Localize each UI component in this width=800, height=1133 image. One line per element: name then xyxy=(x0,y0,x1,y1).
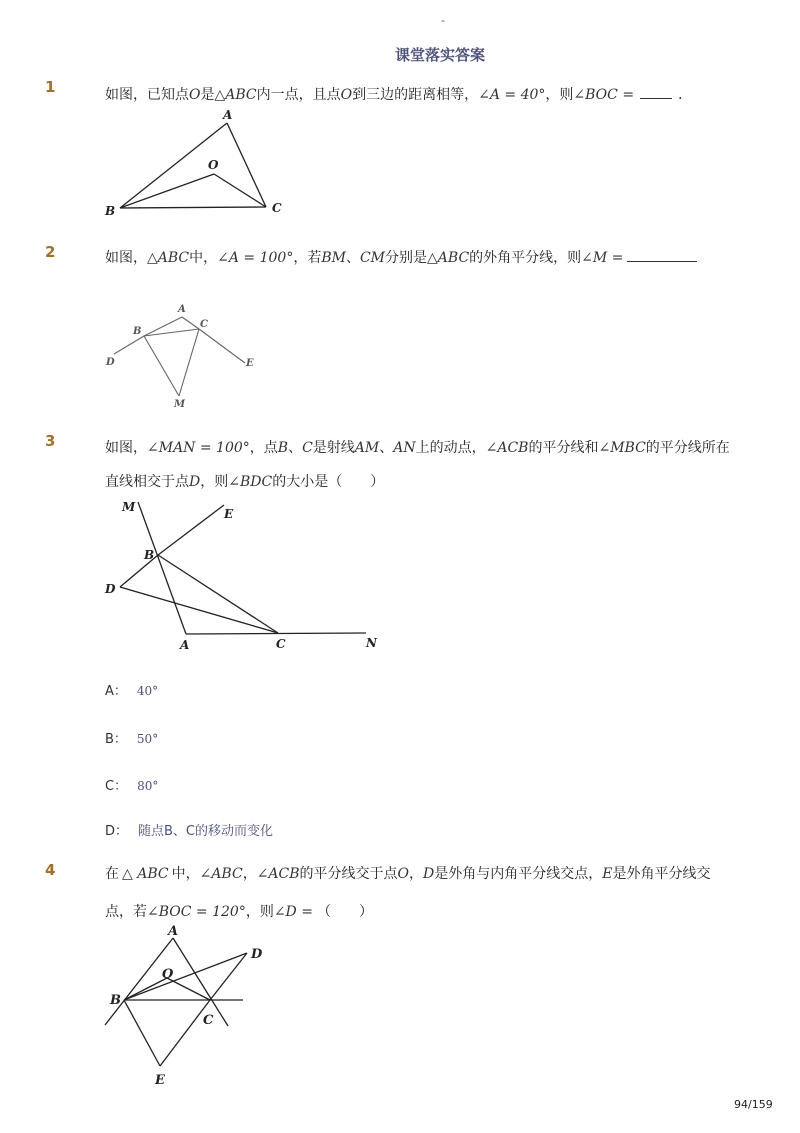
q2-angle-m: ∠M = xyxy=(581,250,624,266)
question-2-text xyxy=(105,247,697,267)
q4-point-o: O xyxy=(397,866,410,882)
q3-point-d: D xyxy=(189,474,201,490)
q3-point-c: C xyxy=(302,440,313,456)
q3-text-2: ，点 xyxy=(249,440,278,456)
q4-triangle: △ ABC xyxy=(122,866,169,882)
header-mark: - xyxy=(441,14,445,27)
q4-text-3: ， xyxy=(242,866,257,882)
q2-answer-blank xyxy=(627,261,697,262)
question-number-1: 1 xyxy=(45,78,56,96)
question-number-3: 3 xyxy=(45,432,56,450)
figure-q1 xyxy=(100,105,300,220)
q4-segment-bo xyxy=(124,978,167,1000)
q3-line2-text-3: 的大小是（ ） xyxy=(272,474,385,490)
q4-angle-abc: ∠ABC xyxy=(199,866,243,882)
q2-triangle: △ABC xyxy=(147,250,190,266)
q4-point-e: E xyxy=(602,866,613,882)
q2-text-2: 中， xyxy=(189,250,218,266)
q2-label-c: C xyxy=(200,319,208,330)
option-a-value: 40° xyxy=(136,684,159,698)
q2-ray-bd xyxy=(114,336,144,354)
q1-answer-blank xyxy=(640,98,672,99)
q1-label-c: C xyxy=(272,201,282,215)
q4-angle-boc: ∠BOC = 120° xyxy=(147,904,246,920)
option-b[interactable] xyxy=(105,728,158,747)
q1-point-o-2: O xyxy=(340,87,353,103)
question-number-2: 2 xyxy=(45,243,56,261)
q2-ray-ce xyxy=(199,329,245,363)
q3-sep: 、 xyxy=(288,440,303,456)
option-d-key: D： xyxy=(105,824,129,839)
option-d[interactable] xyxy=(105,820,273,839)
q3-edge-dc xyxy=(120,587,278,633)
q1-text-5: ，则 xyxy=(545,87,574,103)
q3-angle-bdc: ∠BDC xyxy=(228,474,273,490)
q3-text-6: 的平分线所在 xyxy=(645,440,730,456)
q4-line2-text-3: （ ） xyxy=(316,904,373,920)
q4-text-2: 中， xyxy=(171,866,200,882)
question-4-text-line-2 xyxy=(105,901,373,921)
q3-text-4: 上的动点， xyxy=(415,440,486,456)
q3-label-a: A xyxy=(180,638,190,652)
q2-text-5: 的外角平分线，则 xyxy=(469,250,582,266)
question-number-4: 4 xyxy=(45,861,56,879)
q4-point-d: D xyxy=(423,866,435,882)
option-d-value: 随点B、C的移动而变化 xyxy=(138,824,274,839)
q2-text-4: 分别是 xyxy=(385,250,428,266)
q3-ray-am: AM xyxy=(354,440,380,456)
q4-label-a: A xyxy=(168,924,179,939)
question-1-text xyxy=(105,84,692,104)
q2-text-1: 如图， xyxy=(105,250,147,266)
q2-cm: CM xyxy=(359,250,386,266)
q4-label-b: B xyxy=(110,993,121,1008)
q4-label-d: D xyxy=(251,947,263,962)
q3-sep-2: 、 xyxy=(379,440,394,456)
q1-edge-bc xyxy=(120,207,266,208)
q4-text-7: 是外角平分线交 xyxy=(612,866,711,882)
q4-line2-text-1: 点，若 xyxy=(105,904,147,920)
q3-ray-an: AN xyxy=(393,440,416,456)
q2-triangle-2: △ABC xyxy=(427,250,470,266)
figure-q2 xyxy=(100,300,270,410)
option-c-key: C： xyxy=(105,779,128,794)
q2-text-3: ，若 xyxy=(293,250,322,266)
q2-label-b: B xyxy=(133,326,142,337)
q3-ray-an xyxy=(186,633,366,634)
q2-label-d: D xyxy=(106,357,115,368)
q3-label-n: N xyxy=(366,636,377,650)
q3-line2-text-1: 直线相交于点 xyxy=(105,474,189,490)
q3-text-1: 如图， xyxy=(105,440,147,456)
q1-text-1: 如图，已知点 xyxy=(105,87,189,103)
q1-angle-boc: ∠BOC = xyxy=(573,87,635,103)
q4-angle-d: ∠D = xyxy=(273,904,313,920)
q3-label-e: E xyxy=(224,507,234,521)
option-c-value: 80° xyxy=(137,779,159,793)
question-3-text-line-2 xyxy=(105,471,384,491)
q3-label-c: C xyxy=(276,637,286,651)
q4-angle-acb: ∠ACB xyxy=(256,866,300,882)
q4-label-o: O xyxy=(162,967,174,982)
q2-edge-bc xyxy=(144,329,199,336)
q2-angle-a: ∠A = 100° xyxy=(217,250,294,266)
q2-label-a: A xyxy=(178,304,186,315)
q3-angle-man: ∠MAN = 100° xyxy=(147,440,250,456)
option-b-value: 50° xyxy=(136,732,159,746)
q1-end: ． xyxy=(678,87,693,103)
q3-label-d: D xyxy=(105,582,116,596)
q4-segment-ce xyxy=(160,1000,210,1066)
q4-text-1: 在 xyxy=(105,866,119,882)
q3-point-b: B xyxy=(277,440,289,456)
question-4-text-line-1 xyxy=(105,863,711,883)
q3-line2-text-2: ，则 xyxy=(200,474,229,490)
q3-angle-acb: ∠ACB xyxy=(485,440,529,456)
q1-label-a: A xyxy=(223,108,233,122)
option-a[interactable] xyxy=(105,680,158,699)
q1-text-2: 是 xyxy=(200,87,215,103)
q4-segment-oc xyxy=(167,978,210,1000)
q2-sep: 、 xyxy=(345,250,360,266)
q1-angle-a: ∠A = 40° xyxy=(478,87,546,103)
option-a-key: A： xyxy=(105,684,127,699)
q2-edge-bm xyxy=(144,336,179,396)
q1-label-b: B xyxy=(105,204,116,218)
q2-edge-cm xyxy=(179,329,199,396)
q1-text-3: 内一点，且点 xyxy=(256,87,341,103)
q3-label-m: M xyxy=(122,500,136,514)
q4-text-4: 的平分线交于点 xyxy=(299,866,398,882)
q1-text-4: 到三边的距离相等， xyxy=(352,87,479,103)
q2-label-e: E xyxy=(246,358,254,369)
q4-label-e: E xyxy=(155,1073,165,1088)
q4-line2-text-2: ，则 xyxy=(245,904,274,920)
q2-label-m: M xyxy=(174,399,186,410)
q1-edge-bo xyxy=(120,174,214,208)
q1-label-o: O xyxy=(208,158,219,172)
q2-bm: BM xyxy=(321,250,346,266)
q3-text-3: 是射线 xyxy=(312,440,355,456)
q4-segment-be xyxy=(124,1000,160,1066)
q3-label-b: B xyxy=(144,548,155,562)
q3-text-5: 的平分线和 xyxy=(528,440,599,456)
q3-ray-be xyxy=(158,505,224,555)
q1-triangle: △ABC xyxy=(214,87,257,103)
option-c[interactable] xyxy=(105,775,158,794)
q3-angle-mbc: ∠MBC xyxy=(598,440,646,456)
page-number: 94/159 xyxy=(734,1098,773,1111)
q4-label-c: C xyxy=(203,1013,214,1028)
figure-q4 xyxy=(100,920,280,1095)
q2-edge-ac xyxy=(182,317,199,329)
figure-q3 xyxy=(100,495,390,660)
q3-edge-bc xyxy=(158,555,278,633)
option-b-key: B： xyxy=(105,732,127,747)
q4-text-6: 是外角与内角平分线交点， xyxy=(434,866,603,882)
page-title: 课堂落实答案 xyxy=(394,46,485,64)
q4-text-5: ， xyxy=(409,866,424,882)
question-3-text-line-1 xyxy=(105,437,730,457)
q1-point-o: O xyxy=(189,87,201,103)
